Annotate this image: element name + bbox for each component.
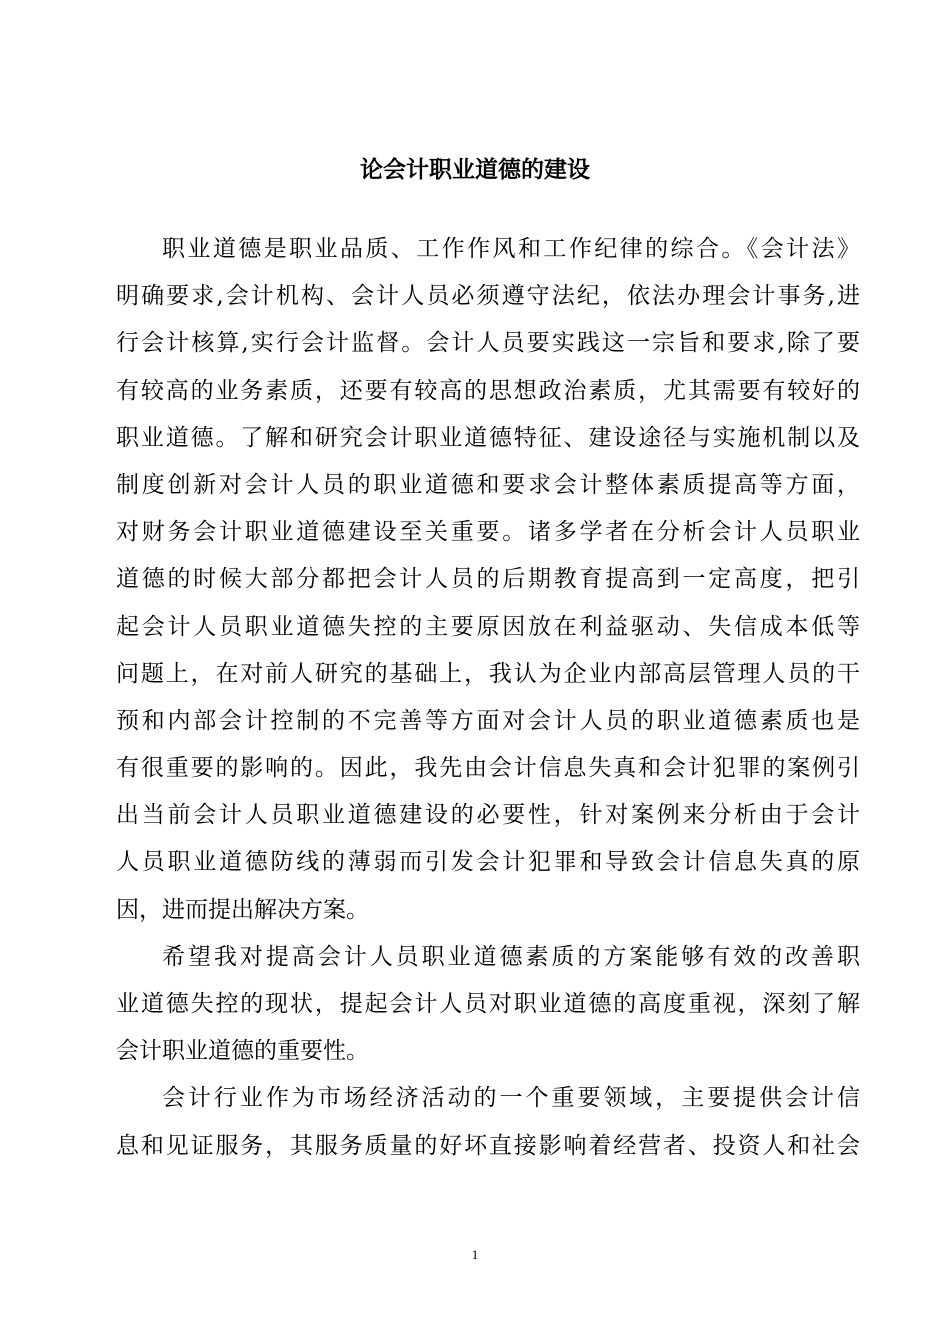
text-line: 有很重要的影响的。因此，我先由会计信息失真和会计犯罪的案例引 bbox=[116, 755, 860, 782]
document-body bbox=[116, 226, 860, 1170]
paragraph-3 bbox=[116, 1075, 860, 1169]
text-line: 会计行业作为市场经济活动的一个重要领域，主要提供会计信 bbox=[162, 1085, 860, 1112]
page-number: 1 bbox=[471, 1247, 479, 1262]
text-line: 制度创新对会计人员的职业道德和要求会计整体素质提高等方面， bbox=[116, 471, 860, 498]
text-line: 有较高的业务素质，还要有较高的思想政治素质，尤其需要有较好的 bbox=[116, 377, 860, 404]
text-line: 预和内部会计控制的不完善等方面对会计人员的职业道德素质也是 bbox=[116, 707, 860, 734]
text-line: 出当前会计人员职业道德建设的必要性，针对案例来分析由于会计 bbox=[116, 802, 860, 829]
text-line: 会计职业道德的重要性。 bbox=[116, 1038, 369, 1065]
text-line: 职业道德。了解和研究会计职业道德特征、建设途径与实施机制以及 bbox=[116, 424, 860, 451]
paragraph-2 bbox=[116, 934, 860, 1076]
text-line: 对财务会计职业道德建设至关重要。诸多学者在分析会计人员职业 bbox=[116, 519, 860, 546]
text-line: 明确要求,会计机构、会计人员必须遵守法纪，依法办理会计事务,进 bbox=[116, 283, 860, 310]
text-line: 因，进而提出解决方案。 bbox=[116, 896, 369, 923]
text-line: 行会计核算,实行会计监督。会计人员要实践这一宗旨和要求,除了要 bbox=[116, 330, 860, 357]
text-line: 道德的时候大部分都把会计人员的后期教育提高到一定高度，把引 bbox=[116, 566, 860, 593]
document-title: 论会计职业道德的建设 bbox=[360, 157, 590, 183]
text-line: 业道德失控的现状，提起会计人员对职业道德的高度重视，深刻了解 bbox=[116, 991, 860, 1017]
text-line: 起会计人员职业道德失控的主要原因放在利益驱动、失信成本低等 bbox=[116, 613, 860, 640]
text-line: 人员职业道德防线的薄弱而引发会计犯罪和导致会计信息失真的原 bbox=[116, 849, 860, 876]
text-line: 息和见证服务，其服务质量的好坏直接影响着经营者、投资人和社会 bbox=[116, 1132, 860, 1159]
text-line: 问题上，在对前人研究的基础上，我认为企业内部高层管理人员的干 bbox=[116, 660, 860, 687]
text-line: 希望我对提高会计人员职业道德素质的方案能够有效的改善职 bbox=[162, 943, 860, 970]
text-line: 职业道德是职业品质、工作作风和工作纪律的综合。《会计法》 bbox=[162, 236, 860, 262]
paragraph-1 bbox=[116, 226, 860, 934]
